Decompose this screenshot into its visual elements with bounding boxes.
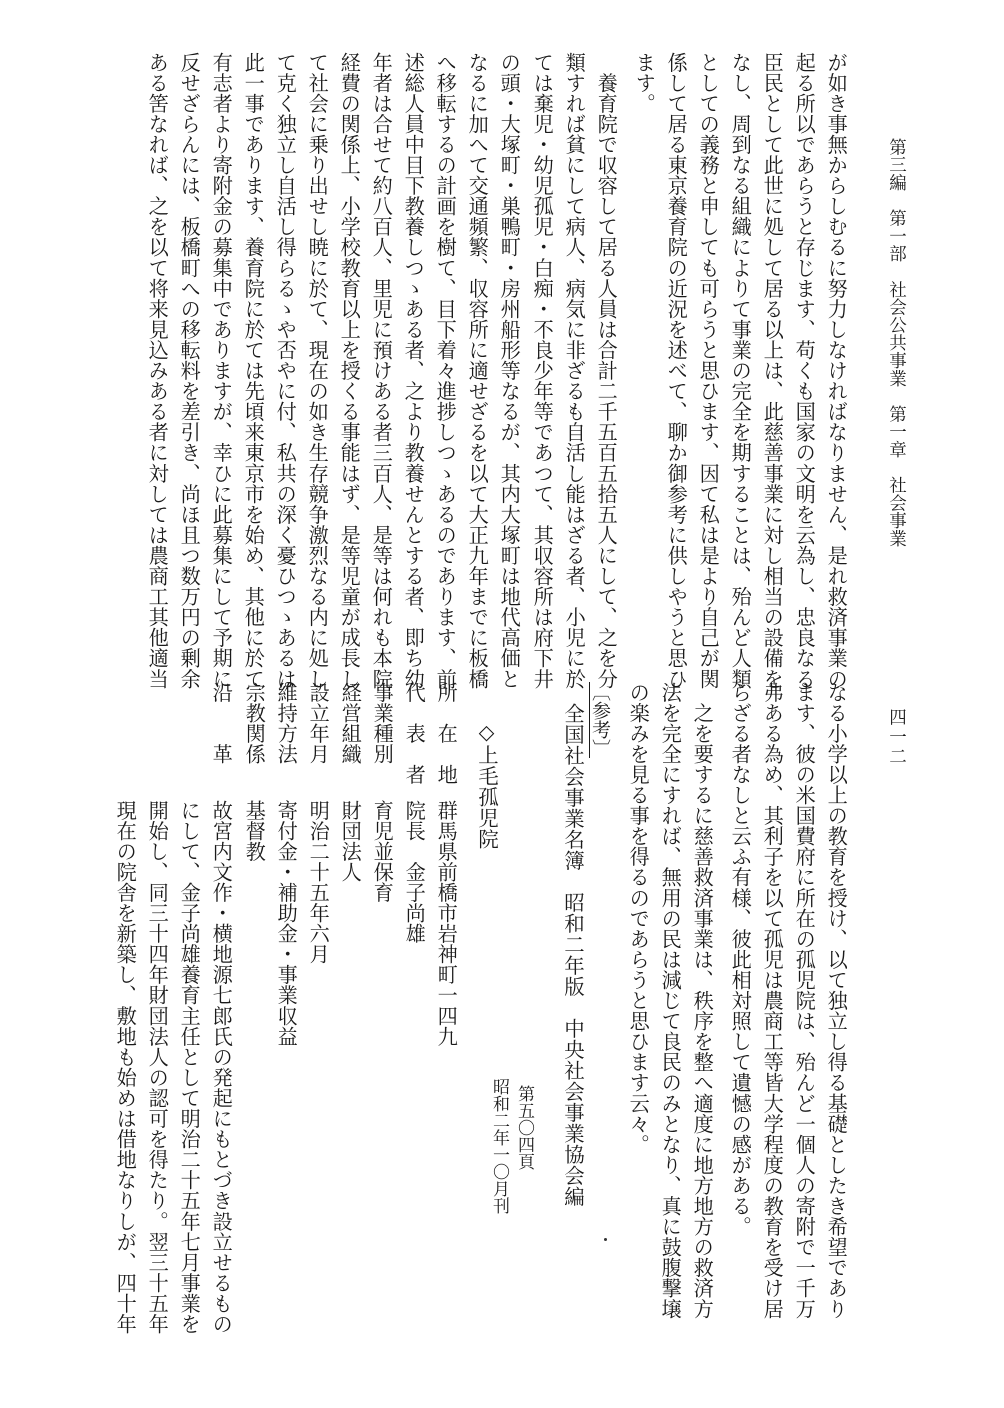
field-label: 設立年月	[306, 682, 331, 765]
text-line: 年者は合せて約八百人、里児に預けある者三百人、是等は何れも本院	[369, 52, 394, 690]
reference-tag: 〔参考〕	[589, 682, 611, 758]
text-line: ます、彼の米国費府に所在の孤児院は、殆んど一個人の寄附で一千万	[792, 682, 817, 1320]
text-line: なし、周到なる組織によりて事業の完全を期することは、殆んど人類	[728, 52, 753, 690]
text-line: らざる者なしと云ふ有様、彼此相対照して遺憾の感がある。	[728, 682, 753, 1237]
text-line: 経費の関係上、小学校教育以上を授くる事能はず、是等児童が成長し	[337, 52, 362, 690]
text-line: が如き事無からしむるに努力しなければなりません、是れ救済事業の	[824, 52, 849, 690]
page-number: 四一二	[886, 708, 907, 767]
field-label: 維持方法	[274, 682, 299, 765]
text-line: の楽みを見る事を得るのであらうと思ひます云々。	[626, 682, 651, 1155]
text-line: て克く独立し自活し得らるゝや否やに付、私共の深く憂ひつゝあるは	[273, 52, 298, 690]
text-line: ます。	[632, 52, 657, 114]
field-label: 代 表 者	[402, 682, 427, 785]
field-value: 財団法人	[338, 800, 363, 883]
history-line: 現在の院舎を新築し、敷地も始めは借地なりしが、四十年	[113, 800, 138, 1335]
text-line: 此一事であります、養育院に於ては先頃来東京市を始め、其他に於て	[241, 52, 266, 690]
text-line: 弗ある為め、其利子を以て孤児は農商工等皆大学程度の教育を受け居	[760, 682, 785, 1320]
text-line: 述総人員中目下教養しつゝある者、之より教養せんとする者、即ち幼	[401, 52, 426, 690]
history-line: にして、金子尚雄養育主任として明治二十五年七月事業を	[177, 800, 202, 1335]
text-line: 係して居る東京養育院の近況を述べて、聊か御参考に供しやうと思ひ	[664, 52, 689, 690]
field-label: 所 在 地	[434, 682, 459, 785]
text-line: 類すれば貧にして病人、病気に非ざるも自活し能はざる者、小児に於	[562, 52, 587, 690]
entry-title: ◇上毛孤児院	[474, 720, 499, 850]
text-line: 養育院で収容して居る人員は合計二千五百五拾五人にして、之を分	[594, 52, 619, 690]
history-line: 開始し、同三十四年財団法人の認可を得たり。翌三十五年	[145, 800, 170, 1335]
text-line: 有志者より寄附金の募集中でありますが、幸ひに此募集にして予期に	[209, 52, 234, 690]
field-value: 基督教	[242, 800, 267, 862]
text-line: 法を完全にすれば、無用の民は減じて良民のみとなり、真に鼓腹撃壌	[658, 682, 683, 1320]
field-value: 寄付金・補助金・事業収益	[274, 800, 299, 1047]
text-line: 臣民として此世に処して居る以上は、此慈善事業に対し相当の設備を	[760, 52, 785, 690]
reference-page: 第五〇四頁	[514, 1085, 534, 1170]
field-label: 沿 革	[209, 682, 234, 765]
field-value: 明治二十五年六月	[306, 800, 331, 965]
text-line: の頭・大塚町・巣鴨町・房州船形等なるが、其内大塚町は地代高価と	[497, 52, 522, 690]
text-line: なる小学以上の教育を授け、以て独立し得る基礎としたき希望であり	[824, 682, 849, 1320]
text-line: て社会に乗り出せし暁に於て、現在の如き生存競争激烈なる内に処し	[305, 52, 330, 690]
text-line: 起る所以であらうと存じます、苟くも国家の文明を云為し、忠良なる	[792, 52, 817, 690]
reference-title: 全国社会事業名簿 昭和二年版 中央社会事業協会編	[560, 703, 585, 1207]
text-line: としての義務と申しても可らうと思ひます、因て私は是より自己が関	[696, 52, 721, 690]
field-value: 群馬県前橋市岩神町一四九	[434, 800, 459, 1047]
field-value: 院長 金子尚雄	[402, 800, 427, 944]
text-line: ある筈なれば、之を以て将来見込みある者に対しては農商工其他適当	[145, 52, 170, 690]
field-label: 事業種別	[370, 682, 395, 765]
text-line: なるに加へて交通頻繁、収容所に適せざるを以て大正九年までに板橋	[465, 52, 490, 690]
text-line: へ移転するの計画を樹て、目下着々進捗しつゝあるのであります、前	[433, 52, 458, 690]
field-label: 経営組織	[338, 682, 363, 765]
text-line: 之を要するに慈善救済事業は、秩序を整へ適度に地方地方の救済方	[690, 682, 715, 1320]
text-line: 反せざらんには、板橋町への移転料を差引き、尚ほ且つ数万円の剰余	[177, 52, 202, 690]
field-value: 育児並保育	[370, 800, 395, 903]
text-line: ては棄児・幼児孤児・白痴・不良少年等であつて、其収容所は府下井	[530, 52, 555, 690]
field-label: 宗教関係	[242, 682, 267, 765]
dot-mark	[604, 1238, 607, 1241]
running-head: 第三編 第一部 社会公共事業 第一章 社会事業	[886, 138, 907, 548]
field-value: 故宮内文作・横地源七郎氏の発起にもとづき設立せるもの	[209, 800, 234, 1335]
reference-date: 昭和二年一〇月刊	[489, 1078, 509, 1214]
